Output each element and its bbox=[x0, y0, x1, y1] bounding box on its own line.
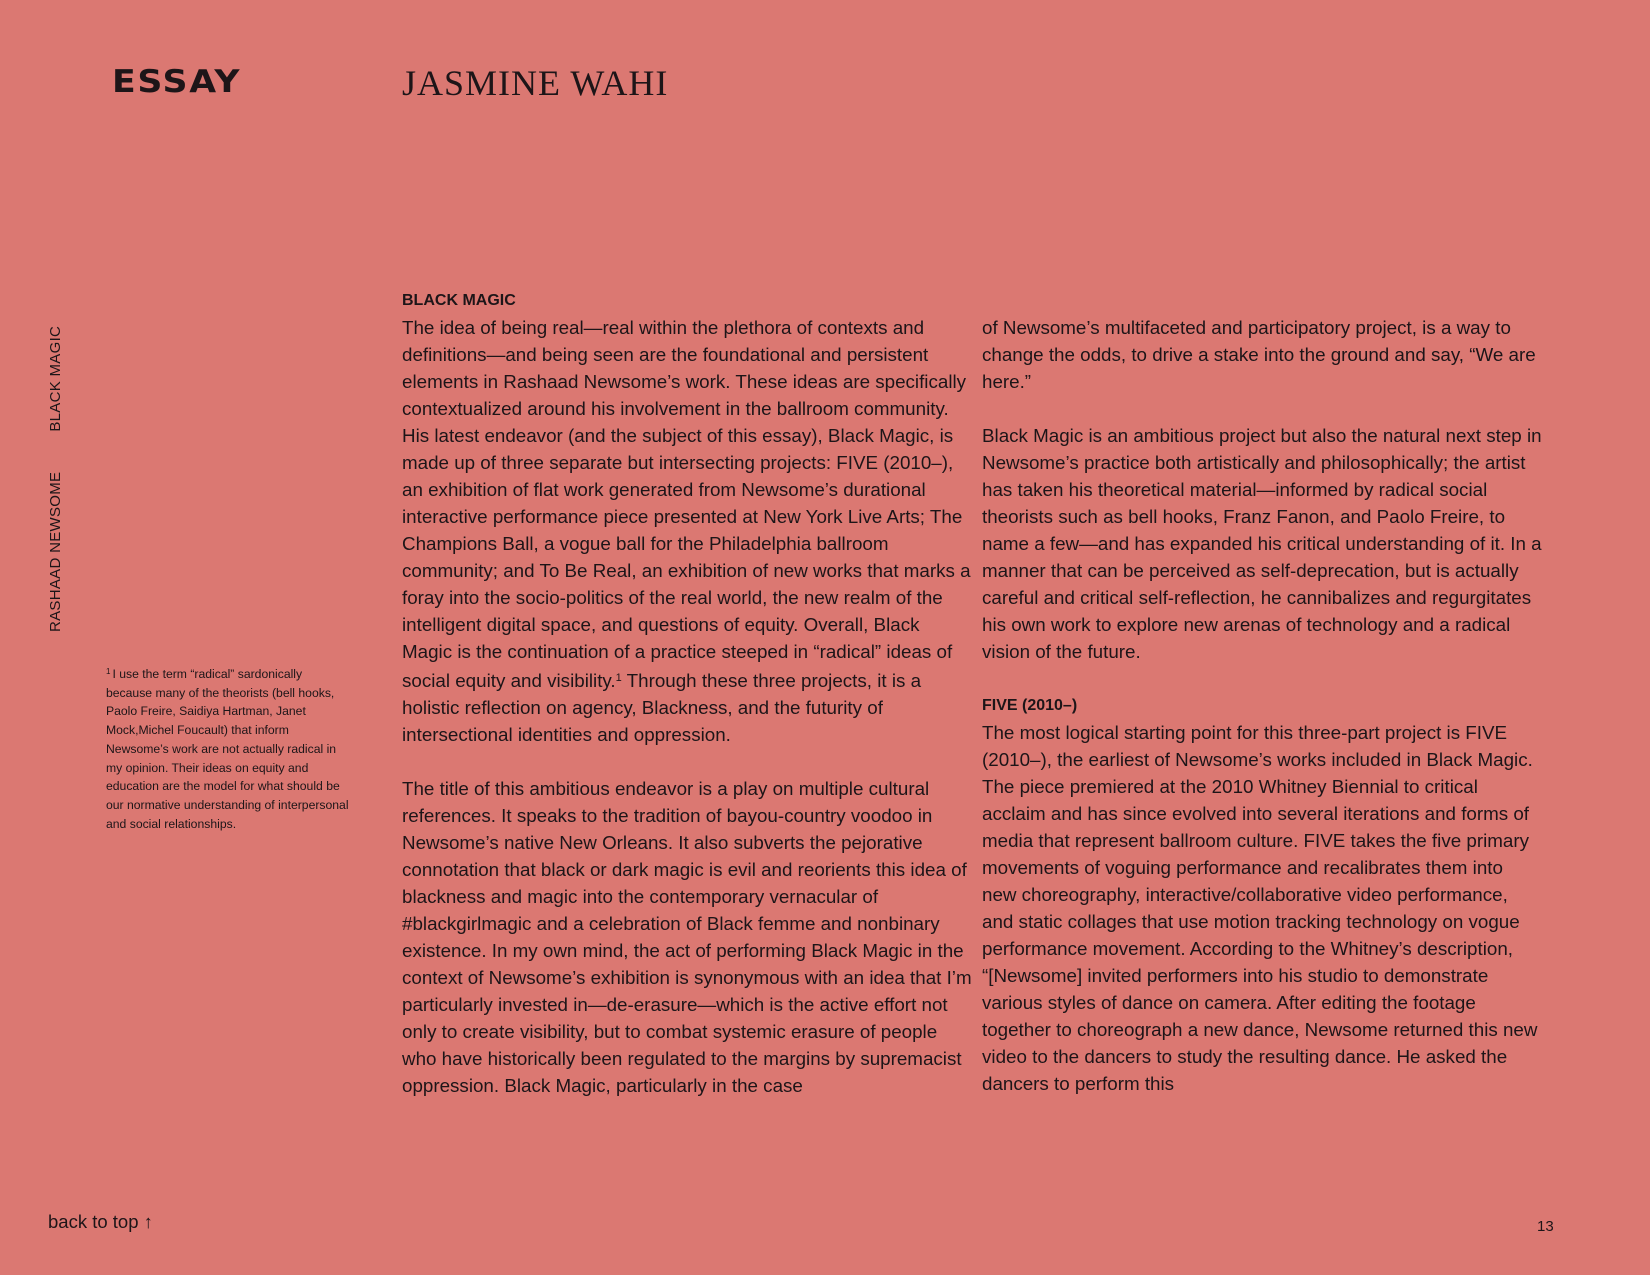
footnote-reference[interactable]: 1 bbox=[615, 672, 622, 684]
section-label: ESSAY bbox=[112, 64, 242, 100]
essay-column-2 bbox=[982, 314, 1542, 1097]
nav-essay-title[interactable]: BLACK MAGIC bbox=[47, 325, 64, 432]
subhead-five: FIVE (2010–) bbox=[982, 697, 1078, 714]
subhead-black-magic: BLACK MAGIC bbox=[402, 292, 516, 309]
footnote-marker: 1 bbox=[106, 667, 111, 676]
paragraph: Black Magic is an ambitious project but also the natural next step in Newsome’s practice both artistically and philosophically; the artist has taken his theoretical material—informed by radical social theorists such as bell hooks, Franz Fanon, and Paolo Freire, to name a few—and has expanded his critical understanding of it. In a manner that can be perceived as self-deprecation, but is actually careful and critical self-reflection, he cannibalizes and regurgitates his own work to explore new arenas of technology and a radical vision of the future. bbox=[982, 425, 1542, 662]
nav-artist-name[interactable]: RASHAAD NEWSOME bbox=[47, 471, 64, 632]
page-number: 13 bbox=[1537, 1218, 1554, 1235]
essay-column-1 bbox=[402, 287, 972, 1099]
paragraph: The most logical starting point for this three-part project is FIVE (2010–), the earliest of Newsome’s works included in Black Magic. The piece premiered at the 2010 Whitney Biennial to critical acclaim and has since evolved into several iterations and forms of media that represent ballroom culture. FIVE takes the five primary movements of voguing performance and recalibrates them into new choreography, interactive/collaborative video performance, and static collages that use motion tracking technology on vogue performance movement. According to the Whitney’s description, “[Newsome] invited performers into his studio to demonstrate various styles of dance on camera. After editing the footage together to choreograph a new dance, Newsome returned this new video to the dancers to study the resulting dance. He asked the dancers to perform this bbox=[982, 722, 1538, 1094]
footnote bbox=[106, 663, 351, 833]
author-name: JASMINE WAHI bbox=[402, 63, 669, 103]
paragraph: The idea of being real—real within the plethora of contexts and definitions—and being seen are the foundational and persistent elements in Rashaad Newsome’s work. These ideas are specifically contextualized around his involvement in the ballroom community. His latest endeavor (and the subject of this essay), Black Magic, is made up of three separate but intersecting projects: FIVE (2010–), an exhibition of flat work generated from Newsome’s durational interactive performance piece presented at New York Live Arts; The Champions Ball, a vogue ball for the Philadelphia ballroom community; and To Be Real, an exhibition of new works that marks a foray into the socio-politics of the real world, the new realm of the intelligent digital space, and questions of equity. Overall, Black Magic is the continuation of a practice steeped in “radical” ideas of social equity and visibility.$^1$ Through these three projects, it is a holistic reflection on agency, Blackness, and the futurity of intersectional identities and oppression. bbox=[402, 317, 971, 745]
paragraph: The title of this ambitious endeavor is a play on multiple cultural references. It speaks to the tradition of bayou-country voodoo in Newsome’s native New Orleans. It also subverts the pejorative connotation that black or dark magic is evil and reorients this idea of blackness and magic into the contemporary vernacular of #blackgirlmagic and a celebration of Black femme and nonbinary existence. In my own mind, the act of performing Black Magic in the context of Newsome’s exhibition is synonymous with an idea that I’m particularly invested in—de-erasure—which is the active effort not only to create visibility, but to combat systemic erasure of people who have historically been regulated to the margins by supremacist oppression. Black Magic, particularly in the case bbox=[402, 778, 972, 1096]
paragraph: of Newsome’s multifaceted and participatory project, is a way to change the odds, to drive a stake into the ground and say, “We are here.” bbox=[982, 317, 1536, 392]
back-to-top-link[interactable]: back to top ↑ bbox=[48, 1211, 153, 1232]
footnote-text: I use the term “radical” sardonically because many of the theorists (bell hooks, Paolo Freire, Saidiya Hartman, Janet Mock,Michel Foucault) that inform Newsome’s work are not actually radical in my opinion. Their ideas on equity and education are the model for what should be our normative understanding of interpersonal and social relationships. bbox=[106, 667, 349, 831]
